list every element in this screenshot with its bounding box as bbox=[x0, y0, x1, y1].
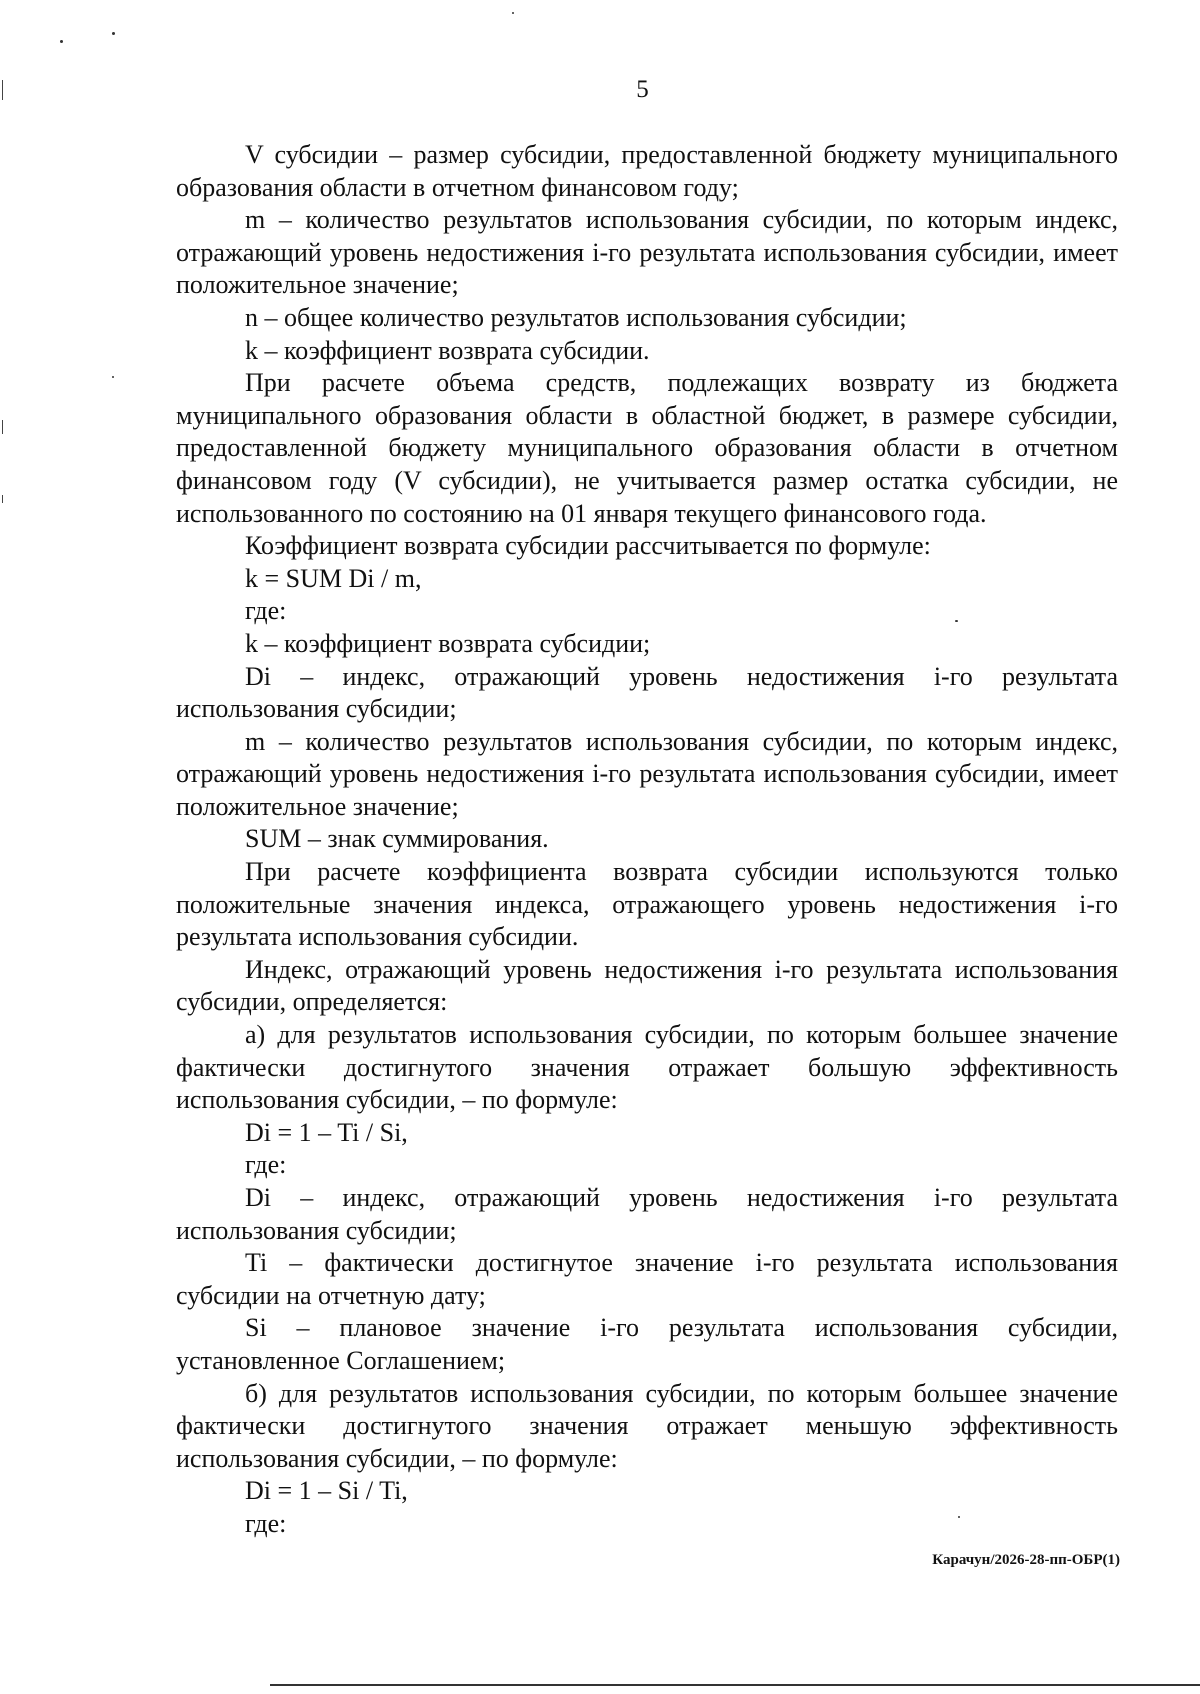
scan-edge-mark bbox=[2, 80, 3, 100]
paragraph: V субсидии – размер субсидии, предоставленной бюджету муниципального образования области в отчетном финансовом году; bbox=[176, 140, 1118, 202]
paragraph: Ti – фактически достигнутое значение i-го результата использования субсидии на отчетную дату; bbox=[176, 1248, 1118, 1310]
page-number: 5 bbox=[636, 76, 649, 103]
bottom-rule bbox=[270, 1684, 1200, 1686]
paragraph: Коэффициент возврата субсидии рассчитывается по формуле: bbox=[245, 531, 931, 561]
document-body bbox=[176, 139, 1118, 1541]
paragraph: При расчете объема средств, подлежащих возврату из бюджета муниципального образования области в областной бюджет, в размере субсидии, предоставленной бюджету муниципального образования области в отчетном финансовом году (V субсидии), не учитывается размер остатка субсидии, не использованного по состоянию на 01 января текущего финансового года. bbox=[176, 368, 1118, 528]
paragraph: k – коэффициент возврата субсидии; bbox=[245, 628, 651, 658]
formula-line: Di = 1 – Si / Ti, bbox=[245, 1476, 408, 1506]
scan-speck bbox=[512, 12, 514, 14]
formula-line: где: bbox=[245, 596, 287, 626]
paragraph: k – коэффициент возврата субсидии. bbox=[245, 335, 650, 365]
scan-speck bbox=[112, 32, 115, 35]
paragraph: m – количество результатов использования субсидии, по которым индекс, отражающий уровень недостижения i-го результата использования субсидии, имеет положительное значение; bbox=[176, 726, 1118, 821]
scan-speck bbox=[112, 376, 114, 378]
paragraph: Si – плановое значение i-го результата использования субсидии, установленное Соглашением; bbox=[176, 1313, 1118, 1375]
formula-line: где: bbox=[245, 1508, 287, 1538]
paragraph: б) для результатов использования субсидии, по которым большее значение фактически достигнутого значения отражает меньшую эффективность использования субсидии, – по формуле: bbox=[176, 1378, 1118, 1473]
paragraph: Индекс, отражающий уровень недостижения i-го результата использования субсидии, определяется: bbox=[176, 954, 1118, 1017]
formula-line: где: bbox=[245, 1150, 287, 1180]
formula-line: Di = 1 – Ti / Si, bbox=[245, 1117, 408, 1147]
scan-speck bbox=[955, 620, 958, 622]
paragraph: Di – индекс, отражающий уровень недостижения i-го результата использования субсидии; bbox=[176, 661, 1118, 724]
paragraph: При расчете коэффициента возврата субсидии используются только положительные значения индекса, отражающего уровень недостижения i-го результата использования субсидии. bbox=[176, 857, 1118, 952]
scan-speck bbox=[958, 1516, 960, 1518]
paragraph: n – общее количество результатов использования субсидии; bbox=[245, 302, 907, 332]
paragraph: Di – индекс, отражающий уровень недостижения i-го результата использования субсидии; bbox=[176, 1183, 1118, 1245]
paragraph: а) для результатов использования субсидии, по которым большее значение фактически достигнутого значения отражает большую эффективность использования субсидии, – по формуле: bbox=[176, 1020, 1118, 1115]
paragraph: m – количество результатов использования субсидии, по которым индекс, отражающий уровень недостижения i-го результата использования субсидии, имеет положительное значение; bbox=[176, 205, 1118, 300]
scan-edge-mark bbox=[2, 495, 3, 503]
scan-speck bbox=[60, 40, 63, 43]
scan-edge-mark bbox=[2, 420, 3, 434]
formula-line: k = SUM Di / m, bbox=[245, 563, 422, 593]
document-code: Карачун/2026-28-пп-ОБР(1) bbox=[932, 1552, 1120, 1568]
paragraph: SUM – знак суммирования. bbox=[245, 824, 549, 854]
